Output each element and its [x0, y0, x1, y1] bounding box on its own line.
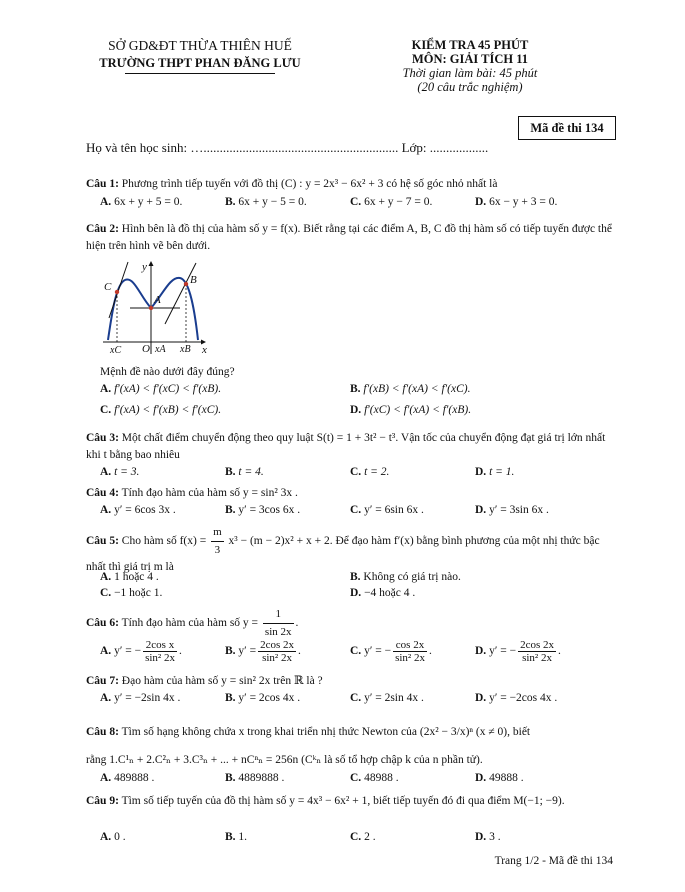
q9-option-d[interactable]: D. 3 .: [475, 831, 501, 843]
question-7: [86, 673, 612, 690]
q5-option-a[interactable]: A. 1 hoặc 4 .: [100, 571, 159, 583]
label-xb: xB: [180, 344, 191, 355]
header-right: [370, 38, 570, 94]
q3-option-c[interactable]: C. t = 2.: [350, 466, 390, 478]
question-4: [86, 485, 612, 502]
student-info-line: Họ và tên học sinh: …............................................................ Lớp: ..................: [86, 140, 489, 155]
q4-option-c[interactable]: C. y′ = 6sin 6x .: [350, 504, 424, 516]
fraction: $\frac{1}{\sin 2x}$: [264, 608, 292, 638]
label-x: x: [202, 344, 207, 356]
question-label: Câu 6:: [86, 617, 119, 630]
question-count: (20 câu trắc nghiệm): [417, 80, 523, 94]
q5-option-b[interactable]: B. Không có giá trị nào.: [350, 571, 461, 583]
q2-option-b[interactable]: B. f′(xB) < f′(xA) < f′(xC).: [350, 383, 471, 395]
q7-option-d[interactable]: D. y′ = −2cos 4x .: [475, 692, 558, 704]
q8-option-b[interactable]: B. 4889888 .: [225, 772, 285, 784]
q6-option-b[interactable]: B. y′ = $\frac{2\cos 2x}{\text{sin² 2x}}$ .: [225, 639, 301, 664]
fraction: $\frac{m}{3}$: [213, 526, 222, 556]
q1-option-b[interactable]: B. 6x + y − 5 = 0.: [225, 196, 307, 208]
q7-option-b[interactable]: B. y′ = 2cos 4x .: [225, 692, 301, 704]
header-left: [70, 38, 330, 74]
q9-option-b[interactable]: B. 1.: [225, 831, 248, 843]
question-5: Câu 5: Cho hàm số f(x) = $\frac{m}{3}$ x³ − (m − 2)x² + x + 2. Để đạo hàm f′(x) bằng bình phương của một nhị thức bậc nhất thì giá trị m là: [86, 526, 600, 573]
question-label: Câu 7:: [86, 675, 119, 687]
question-text: Phương trình tiếp tuyến với đồ thị (C) : y = 2x³ − 6x² + 3 có hệ số góc nhỏ nhất là: [121, 178, 498, 190]
label-xc: xC: [110, 345, 122, 356]
label-c: C: [104, 281, 112, 293]
question-1: [86, 176, 612, 193]
point-b: [184, 282, 188, 286]
label-y: y: [142, 261, 147, 273]
q5-option-d[interactable]: D. −4 hoặc 4 .: [350, 587, 416, 599]
q2-option-a[interactable]: A. f′(xA) < f′(xC) < f′(xB).: [100, 383, 222, 395]
question-6: Câu 6: Tính đạo hàm của hàm số y = $\frac{1}{\sin 2x}$ .: [86, 606, 612, 641]
question-text: Đạo hàm của hàm số y = sin² 2x trên ℝ là ?: [121, 675, 323, 687]
q5-option-c[interactable]: C. −1 hoặc 1.: [100, 587, 163, 599]
question-9: [86, 793, 612, 810]
q3-option-d[interactable]: D. t = 1.: [475, 466, 515, 478]
question-label: Câu 3:: [86, 432, 119, 444]
question-2: [86, 221, 612, 255]
q9-option-a[interactable]: A. 0 .: [100, 831, 126, 843]
exam-title: KIỂM TRA 45 PHÚT: [411, 38, 529, 52]
department-name: SỞ GD&ĐT THỪA THIÊN HUẾ: [108, 38, 292, 53]
q4-option-d[interactable]: D. y′ = 3sin 6x .: [475, 504, 549, 516]
school-name: TRƯỜNG THPT PHAN ĐĂNG LƯU: [99, 56, 301, 70]
q3-option-a[interactable]: A. t = 3.: [100, 466, 140, 478]
q4-option-b[interactable]: B. y′ = 3cos 6x .: [225, 504, 301, 516]
q6-option-d[interactable]: D. y′ = − $\frac{2\cos 2x}{\text{sin² 2x}}$ .: [475, 639, 561, 664]
question-3: [86, 430, 612, 464]
q8-option-a[interactable]: A. 489888 .: [100, 772, 155, 784]
question-text: Tìm số tiếp tuyến của đồ thị hàm số y = 4x³ − 6x² + 1, biết tiếp tuyến đó đi qua điểm M(−1; −9).: [121, 795, 565, 807]
q1-option-a[interactable]: A. 6x + y + 5 = 0.: [100, 196, 183, 208]
point-a: [149, 306, 153, 310]
label-origin: O: [142, 343, 150, 355]
point-c: [115, 290, 119, 294]
q2-prompt: Mệnh đề nào dưới đây đúng?: [100, 366, 235, 378]
question-label: Câu 9:: [86, 795, 119, 807]
question-label: Câu 1:: [86, 178, 119, 190]
question-text: Tìm số hạng không chứa x trong khai triển nhị thức Newton của (2x² − 3/x)ⁿ (x ≠ 0), biết: [121, 726, 531, 738]
subject-title: MÔN: GIẢI TÍCH 11: [411, 52, 529, 66]
function-graph: [100, 258, 210, 358]
q8-option-c[interactable]: C. 48988 .: [350, 772, 399, 784]
page-footer: Trang 1/2 - Mã đề thi 134: [494, 855, 613, 867]
header-underline: [125, 73, 275, 74]
question-label: Câu 4:: [86, 487, 119, 499]
q1-option-c[interactable]: C. 6x + y − 7 = 0.: [350, 196, 433, 208]
q4-option-a[interactable]: A. y′ = 6cos 3x .: [100, 504, 176, 516]
q1-option-d[interactable]: D. 6x − y + 3 = 0.: [475, 196, 558, 208]
question-8-condition: rằng 1.C¹ₙ + 2.C²ₙ + 3.C³ₙ + ... + nCⁿₙ = 256n (Cᵏₙ là số tổ hợp chập k của n phần tử).: [86, 754, 483, 766]
exam-code-box: Mã đề thi 134: [518, 116, 616, 140]
question-text: Hình bên là đồ thị của hàm số y = f(x). Biết rằng tại các điểm A, B, C đồ thị hàm số có tiếp tuyến được thể hiện trên hình vẽ bên dưới.: [86, 223, 612, 252]
question-8: [86, 724, 612, 741]
q7-option-a[interactable]: A. y′ = −2sin 4x .: [100, 692, 181, 704]
q6-option-a[interactable]: A. y′ = − $\frac{\text{2cos x}}{\text{sin² 2x}}$ .: [100, 639, 182, 664]
question-label: Câu 8:: [86, 726, 119, 738]
q3-option-b[interactable]: B. t = 4.: [225, 466, 264, 478]
label-b: B: [190, 274, 197, 286]
question-text: Một chất điểm chuyển động theo quy luật S(t) = 1 + 3t² − t³. Vận tốc của chuyển động đạt giá trị lớn nhất khi t bằng bao nhiêu: [86, 432, 606, 461]
q8-option-d[interactable]: D. 49888 .: [475, 772, 524, 784]
question-label: Câu 2:: [86, 223, 119, 235]
q6-option-c[interactable]: C. y′ = − $\frac{\cos 2x}{\text{sin² 2x}}$ .: [350, 639, 432, 664]
exam-time: Thời gian làm bài: 45 phút: [402, 66, 538, 80]
q7-option-c[interactable]: C. y′ = 2sin 4x .: [350, 692, 424, 704]
label-a: A: [154, 294, 161, 306]
label-xa: xA: [155, 344, 166, 355]
question-text: Tính đạo hàm của hàm số y = sin² 3x .: [121, 487, 298, 499]
q2-option-d[interactable]: D. f′(xC) < f′(xA) < f′(xB).: [350, 404, 472, 416]
q2-option-c[interactable]: C. f′(xA) < f′(xB) < f′(xC).: [100, 404, 222, 416]
q9-option-c[interactable]: C. 2 .: [350, 831, 376, 843]
question-label: Câu 5:: [86, 535, 119, 548]
tangent-b: [165, 263, 196, 324]
curve: [108, 278, 198, 340]
tangent-c: [109, 262, 128, 318]
